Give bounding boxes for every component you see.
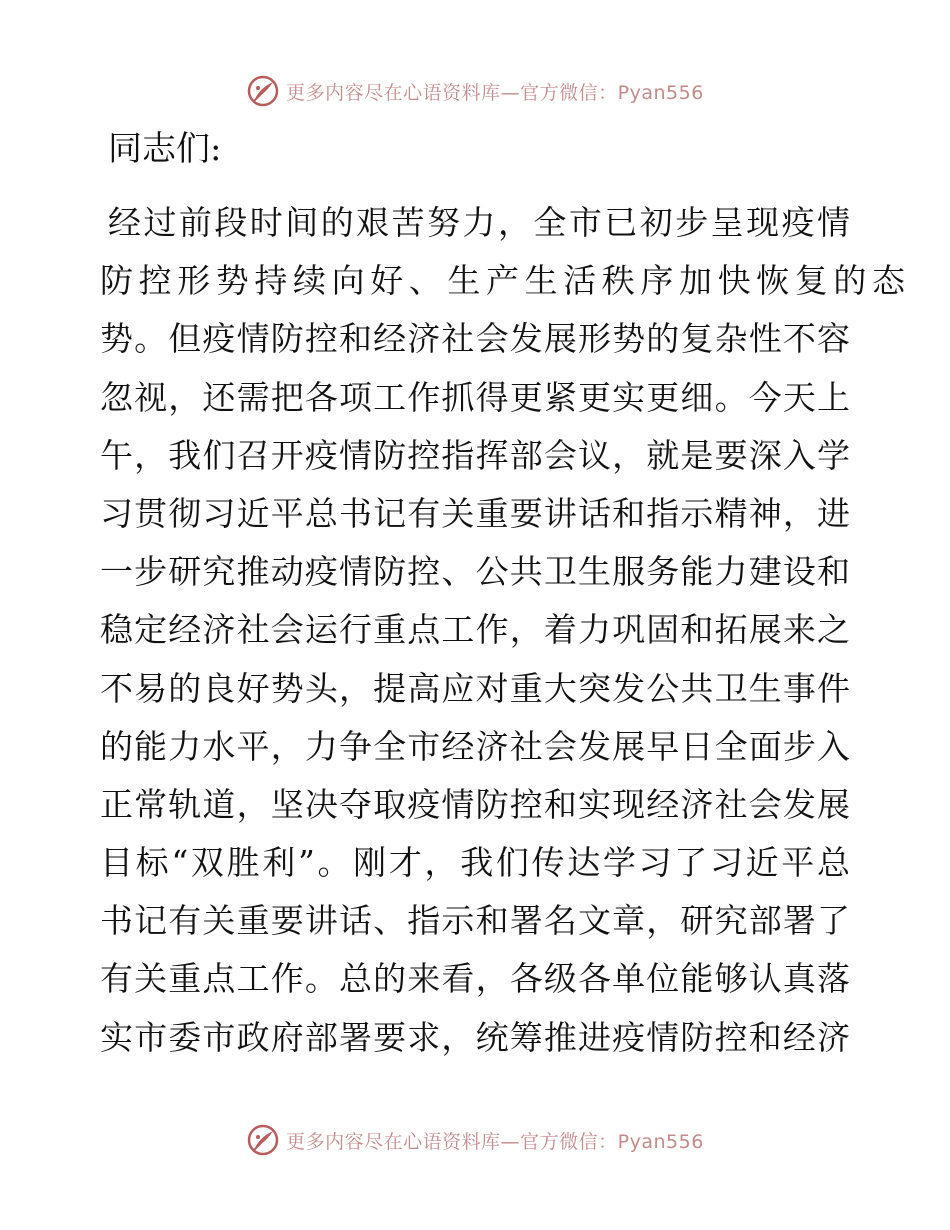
paragraph-line: 习贯彻习近平总书记有关重要讲话和指示精神，进	[100, 493, 850, 533]
paragraph-line: 势。但疫情防控和经济社会发展形势的复杂性不容	[100, 319, 850, 359]
paragraph-line: 有关重点工作。总的来看，各级各单位能够认真落	[100, 959, 850, 999]
paragraph-line: 经过前段时间的艰苦努力，全市已初步呈现疫情	[108, 203, 850, 242]
paragraph-line: 目标“双胜利”。刚才，我们传达学习了习近平总	[100, 843, 850, 883]
paragraph-line: 不易的良好势头，提高应对重大突发公共卫生事件	[100, 668, 850, 708]
watermark-text: 更多内容尽在心语资料库—官方微信：Pyan556	[286, 1130, 704, 1153]
watermark-text: 更多内容尽在心语资料库—官方微信：Pyan556	[286, 81, 704, 104]
greeting: 同志们:	[108, 129, 222, 169]
paragraph-line: 的能力水平，力争全市经济社会发展早日全面步入	[100, 726, 850, 766]
paragraph-line: 午，我们召开疫情防控指挥部会议，就是要深入学	[100, 435, 850, 475]
paragraph-line: 稳定经济社会运行重点工作，着力巩固和拓展来之	[100, 610, 850, 650]
header-watermark	[0, 71, 950, 111]
footer-watermark	[0, 1120, 950, 1160]
paragraph-line: 防控形势持续向好、生产生活秩序加快恢复的态	[100, 261, 911, 301]
paragraph-line: 书记有关重要讲话、指示和署名文章，研究部署了	[100, 901, 850, 941]
quill-logo-icon	[246, 74, 280, 108]
paragraph-line: 一步研究推动疫情防控、公共卫生服务能力建设和	[100, 552, 850, 592]
paragraph-line: 实市委市政府部署要求，统筹推进疫情防控和经济	[100, 1017, 850, 1057]
paragraph-line: 正常轨道，坚决夺取疫情防控和实现经济社会发展	[100, 784, 850, 824]
paragraph-line: 忽视，还需把各项工作抓得更紧更实更细。今天上	[100, 377, 850, 417]
body-paragraph	[100, 194, 911, 1067]
quill-logo-icon	[246, 1123, 280, 1157]
